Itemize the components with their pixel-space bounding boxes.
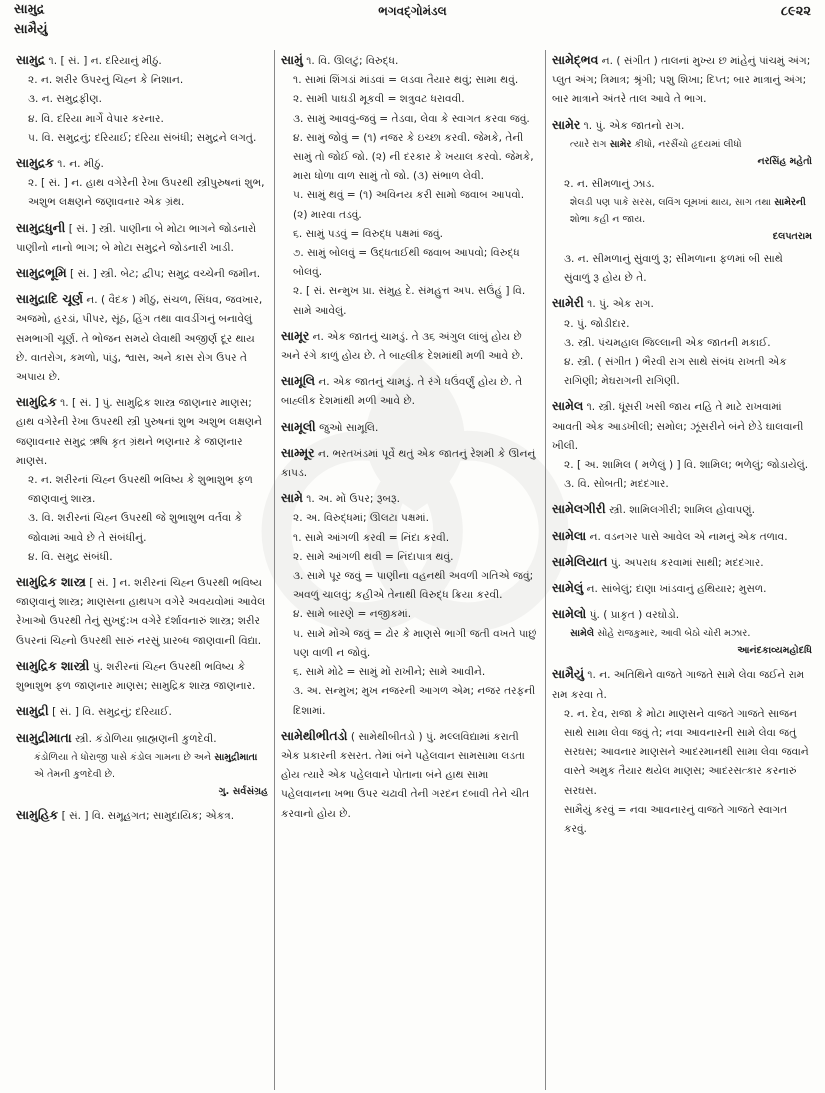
headword: સામે (281, 490, 303, 506)
definition-text: [ સં. ] સ્ત્રી. પાણીના બે મોટા ભાગને જોડનારો પાણીનો નાનો ભાગ; બે મોટા સમુદ્રને જોડનારી ખાડી. (16, 222, 257, 254)
definition-text: ૧. ન. અતિથિને વાજતે ગાજતે સામે લેવા જઈને રામ રામ કરવા તે. (552, 669, 805, 701)
sub-sense: ૪. સામું જોવું = (૧) નજર કે ઇચ્છા કરવી. જેમકે, તેની સામું તો જોઈ જો. (૨) ની દરકાર કે ખયાલ કરવો. જેમકે, મારા ધોળા વાળ સામું તો જો. (૩) સંભાળ લેવી. (293, 131, 534, 183)
definition-text: સ્ત્રી. શામિલગીરી; શામિલ હોવાપણું. (609, 504, 756, 517)
dictionary-entry (16, 701, 268, 722)
dictionary-entry (16, 572, 268, 651)
definition-text: ન. ભરતખંડમાં પૂર્વે થતું એક જાતનું રેશમી કે ઊનનું કાપડ. (281, 447, 536, 480)
definition-text: ૧. પું. એક જાતનો રાગ. (583, 119, 685, 132)
citation-quote: શેલડી પણ પાકે સરસ, લવિંગ લૂમખાં થાય, સાગ તથા સામેરની શોભા કહી ન જાય. (570, 197, 806, 226)
dictionary-entry (552, 50, 812, 110)
dictionary-entry (16, 656, 268, 696)
sub-sense: ૩. સ્ત્રી. પંચમહાલ જિલ્લાની એક જાતની મકાઈ. (564, 336, 771, 349)
definition-text: [ સં. ] વિ. સમૂહગત; સામુદાયિક; એકત્ર. (61, 809, 235, 822)
entry-definition (16, 289, 268, 387)
definition-text: ૧. વિ. ઊલટું; વિરુદ્ધ. (306, 55, 399, 67)
entry-definition (552, 115, 812, 136)
citation-author: આનંદકાવ્યમહોદધિ (737, 645, 812, 657)
definition-text: પું. શરીરનાં ચિહ્ન ઉપરથી ભવિષ્ય કે શુભાશુભ ફળ જાણનાર માણસ; સામુદ્રિક શાસ્ત્ર જાણનાર. (16, 660, 256, 693)
dictionary-entry (552, 664, 812, 839)
entry-definition (552, 396, 812, 456)
column-2 (274, 50, 546, 1090)
definition-text: ૧. [ સં. ] પું. સામુદ્રિક શાસ્ત્ર જાણનાર માણસ; હાથ વગેરેની રેખા ઉપરથી સ્ત્રી પુરુષનાં શુભ અશુભ લક્ષણને જણાવનાર સમુદ્ર ઋષિ કૃત ગ્રંથને ભણનાર કે જાણનાર માણસ. (16, 397, 263, 467)
dictionary-entry (552, 499, 812, 520)
definition-text: [ સં. ] ન. શરીરનાં ચિહ્ન ઉપરથી ભવિષ્ય જાણવાનું શાસ્ત્ર; માણસના હાથપગ વગેરે અવયવોમાં આવેલ રેખાઓ ઉપરથી તેનું સુખદુ:ખ વગેરે દર્શાવનારું શાસ્ત્ર; શરીર ઉપરનાં ચિહ્નો ઉપરથી સારું નરસું પ્રારબ્ધ જાણવાની વિદ્યા. (16, 577, 266, 647)
sub-sense: ૫. સામું થવું = (૧) અવિનય કરી સામો જવાબ આપવો. (૨) મારવા તડવું. (293, 189, 525, 221)
headword: સામૂલી (281, 418, 316, 434)
sub-sense: ૩. સામે પૂર જવું = પાણીના વહનથી અવળી ગતિએ જવું; અવળું ચાલવું; કહીએ તેનાથી વિરુદ્ધ ક્રિયા કરવી. (293, 570, 534, 602)
sub-sense: ૪. સ્ત્રી. ( સંગીત ) ભૈરવી રાગ સાથે સંબંધ રાખતી એક રાગિણી; મેઘરાગની રાગિણી. (564, 356, 787, 388)
dictionary-entry (552, 250, 812, 288)
dictionary-entry (16, 805, 268, 826)
dictionary-entry (281, 726, 539, 824)
headword: સામેલું (552, 580, 584, 596)
sub-sense: ૪. સામે બારણે = નજીકમાં. (293, 608, 412, 621)
headword: સામેથીભીતડો (281, 727, 348, 743)
citation-author: નરસિંહ મહેતો (757, 155, 812, 167)
entry-definition (16, 392, 268, 471)
book-title: ભગવદ્ગોમંડલ (378, 4, 447, 18)
definition-text: ન. ( વૈદક ) મીઠું, સંચળ, સિંધવ, જવખાર, અજમો, હરડાં, પીપર, સૂંઠ, હિંગ તથા વાવડીંગનું બનાવેલું સમભાગી ચૂર્ણ. તે ભોજન સમયે લેવાથી અજીર્ણ દૂર થાય છે. વાતરોગ, કમળો, પાંડુ, શ્વાસ, અને કાસ રોગ ઉપર તે અપાય છે. (16, 294, 263, 384)
headword: સામૂલિ (281, 373, 315, 389)
definition-text: ૧. પું. એક રાગ. (587, 298, 654, 311)
dictionary-entry (552, 293, 812, 391)
sub-sense: ૫. વિ. સમુદ્રનું; દરિયાઈ; દરિયા સંબંધી; સમુદ્રને લગતું. (28, 131, 257, 144)
sub-sense: ૪. વિ. સમુદ્ર સંબંધી. (28, 550, 113, 563)
citation-quote: કંડોળિયા તે ધોરાજી પાસે કંડોલ ગામના છે અને સામુદ્રીમાતા એ તેમની કુળદેવી છે. (34, 751, 258, 780)
citation-author: દલપતરામ (772, 231, 812, 243)
dictionary-entry (552, 604, 812, 659)
dictionary-entry (16, 392, 268, 567)
citation-quote: સામેલે સોહે રાજકુમાર, આવી બેઠો ચોરી મઝાર. (570, 628, 751, 640)
definition-text: ન. વડનગર પાસે આવેલ એ નામનું એક તળાવ. (589, 530, 788, 543)
sub-sense: ૫. સામે મોંએ જવું = ઢોર કે માણસે ભાગી જતી વખતે પાછું પણ વાળી ન જોવું. (293, 627, 537, 659)
headword: સામું (281, 52, 303, 67)
entry-definition (552, 499, 812, 520)
sub-sense: ૨. ન. શરીરનાં ચિહ્ન ઉપરથી ભવિષ્ય કે શુભાશુભ ફળ જાણવાનું શાસ્ત્ર. (28, 474, 253, 506)
dictionary-entry (281, 417, 539, 438)
definition-text: [ સં. ] સ્ત્રી. બેટ; દ્વીપ; સમુદ્ર વચ્ચેની જમીન. (69, 268, 261, 281)
dictionary-entry (16, 50, 268, 148)
citation-keyword: સામેલે (570, 628, 595, 640)
sub-sense: ૨. [ સં. સન્મુખ પ્રા. સંમુહ દે. સંમહુત્ત અપ. સઉંહું ] વિ. સામે આવેલું. (293, 285, 526, 317)
dictionary-entry (552, 175, 812, 245)
definition-text: ન. એક જાતનું ચામડું. તે રંગે ધઉંવર્ણું હોય છે. તે બાહ્લીક દેશમાંથી મળી આવે છે. (281, 376, 523, 408)
guide-word-last: સામૈયું (14, 22, 48, 37)
sub-sense: ૨. સામી પાઘડી મૂકવી = શત્રુવટ ધરાવવી. (293, 93, 465, 106)
headword: સામેલા (552, 527, 587, 543)
dictionary-entry (281, 371, 539, 411)
dictionary-entry (552, 526, 812, 547)
dictionary-entry (281, 50, 539, 321)
sub-sense: ૨. પું. જોડીદાર. (564, 317, 630, 330)
sub-sense: ૩. સામું આવવું-જવું = તેડવા, લેવા કે સ્વાગત કરવા જવું. (293, 112, 530, 125)
headword: સામુદ્રાદિ ચૂર્ણ (16, 291, 83, 307)
headword: સામુદ્રિક શાસ્ત્રી (16, 657, 90, 673)
dictionary-entry (281, 326, 539, 366)
sub-sense: ૩. ન. સીમળાનું સુંવાળું રૂ; સીમળાના ફળમાં બી સાથે સુંવાળું રૂ હોય છે તે. (564, 253, 783, 285)
definition-text: ૧. અ. મોં ઉપર; રૂબરૂ. (306, 493, 400, 506)
entry-definition (552, 526, 812, 547)
headword: સામૂર (281, 327, 310, 343)
guide-word-first: સામુદ્ર (14, 2, 45, 17)
sub-sense: ૨. સામે આંગળી થવી = નિંદાપાત્ર થવું. (293, 550, 454, 563)
entry-definition (281, 726, 539, 824)
headword: સામુદ્રિક શાસ્ત્ર (16, 574, 86, 590)
headword: સામુદ્રિક (16, 394, 57, 410)
page-number: ૮૯૨૨ (780, 4, 811, 19)
definition-text: ( સામેથીબીતડો ) પું. મલ્લવિદ્યામાં કરાતી એક પ્રકારની કસરત. તેમાં બંને પહેલવાન સામસામા લડતા હોય ત્યારે એક પહેલવાને પોતાના બંને હાથ સામા પહેલવાનના ખભા ઉપર ચઢાવી તેની ગરદન દબાવી તેને ચીત કરવાનો હોય છે. (281, 730, 530, 820)
definition-text: ન. એક જાતનું ચામડું. તે ૩૬ અંગુલ લાંબું હોય છે અને રંગે કાળું હોય છે. તે બાહ્લીક દેશમાંથી મળી આવે છે. (281, 330, 524, 363)
dictionary-entry (552, 552, 812, 573)
dictionary-entry (16, 218, 268, 258)
headword: સામુદ્રીમાતા (16, 729, 72, 745)
headword: સામ્મૂર (281, 444, 315, 460)
sub-sense: ૧. સામાં શિંગડાં માંડવાં = લડવા તૈયાર થવું; સામા થવું. (293, 74, 519, 87)
sub-sense: ૩. અ. સન્મુખ; મુખ નજરની આગળ એમ; નજર તરફની દિશામાં. (293, 685, 536, 717)
dictionary-entry (552, 115, 812, 170)
entry-definition (16, 701, 268, 722)
sub-sense: ૨. ન. સીમળાનું ઝાડ. (564, 177, 655, 190)
definition-text: ન. સાંબેલું; દાણા ખાંડવાનું હથિયાર; મુસળ. (586, 583, 767, 596)
page-header (0, 0, 825, 48)
dictionary-entry (16, 263, 268, 284)
entry-definition (552, 578, 812, 599)
entry-definition (552, 552, 812, 573)
headword: સામેલગીરી (552, 501, 606, 517)
entry-definition (552, 293, 812, 314)
headword: સામેર (552, 116, 581, 132)
entry-definition (16, 153, 268, 174)
sub-sense: ૨. [ સં. ] ન. હાથ વગેરેની રેખા ઉપરથી સ્ત્રીપુરુષનાં શુભ, અશુભ લક્ષણને જણાવનાર એક ગ્રંથ. (28, 177, 265, 209)
headword: સામુહિક (16, 806, 59, 822)
headword: સામુદ્રી (16, 703, 49, 719)
definition-text: પું. અપરાધ કરવામાં સાથી; મદદગાર. (610, 556, 764, 569)
definition-text: ૧. સ્ત્રી. ધૂંસરી ખસી જાય નહિ તે માટે રાખવામાં આવતી એક આડખીલી; સમોલ; ઝૂંસરીને બંને છેડે ઘાલવાની ખીલી. (552, 401, 804, 452)
column-1 (10, 50, 274, 1090)
sub-sense: ૩. વિ. સોબતી; મદદગાર. (564, 478, 669, 491)
sub-sense: ૨. ન. શરીર ઉપરનું ચિહ્ન કે નિશાન. (28, 74, 184, 87)
entry-definition (552, 50, 812, 110)
headword: સામેરી (552, 295, 584, 311)
citation-quote: ત્યારે રાગ સામેર કીધો, નરસૈંચો હૃદયમાં લીધો (570, 138, 742, 150)
entry-definition (16, 50, 268, 71)
headword: સામુદ્ર (16, 52, 46, 67)
dictionary-entry (16, 728, 268, 800)
sub-sense: ૭. સામું બોલવું = ઉદ્ધતાઈથી જવાબ આપવો; વિરુદ્ધ બોલવું. (293, 247, 520, 279)
entry-definition (281, 443, 539, 483)
dictionary-entry (16, 289, 268, 387)
sub-sense: ૬. સામે મોઢે = સામું મોં રાખીને; સામે આવીને. (293, 666, 486, 679)
headword: સામુદ્રધુની (16, 219, 66, 235)
definition-text: સ્ત્રી. કંડોળિયા બ્રાહ્મણની કુળદેવી. (75, 732, 217, 745)
citation-author: ગુ. સર્વસંગ્રહ (218, 785, 268, 797)
definition-text: [ સં. ] વિ. સમુદ્રનું; દરિયાઈ. (52, 706, 172, 719)
entry-definition (281, 488, 539, 509)
entry-definition (281, 417, 539, 438)
entry-definition (16, 263, 268, 284)
definition-text: જુઓ સામૂલિ. (319, 421, 379, 434)
entry-definition (16, 805, 268, 826)
dictionary-entry (16, 153, 268, 213)
sub-sense: ૨. [ અ. શામિલ ( મળેલું ) ] વિ. શામિલ; ભળેલું; જોડાયેલું. (564, 459, 809, 472)
headword: સામૈયું (552, 666, 584, 682)
definition-text: પું. ( પ્રાકૃત ) વરઘોડો. (589, 609, 680, 622)
headword: સામેલો (552, 606, 587, 622)
entry-definition (16, 572, 268, 651)
headword: સામેલિયાત (552, 553, 608, 569)
headword: સામેદ્ભવ (552, 52, 599, 67)
entry-definition (552, 604, 812, 625)
citation-keyword: સામુદ્રીમાતા (214, 751, 258, 763)
entry-definition (281, 50, 539, 71)
citation-keyword: સામેરની (774, 197, 806, 209)
headword: સામેલ (552, 398, 584, 414)
entry-definition (281, 371, 539, 411)
entry-definition (16, 728, 268, 749)
sub-sense: ૧. સામે આંગળી કરવી = નિંદા કરવી. (293, 531, 450, 544)
sub-sense: ૩. વિ. શરીરનાં ચિહ્ન ઉપરથી જે શુભાશુભ વર્તવા કે જોવામાં આવે છે તે સંબંધીનું. (28, 512, 243, 544)
dictionary-columns (10, 50, 818, 1090)
headword: સામુદ્રભૂમિ (16, 265, 67, 281)
entry-definition (552, 664, 812, 704)
sub-sense: ૩. ન. સમુદ્રફીણ. (28, 93, 102, 106)
citation-keyword: સામેર (609, 138, 632, 150)
definition-text: ૧. ન. મીઠું. (57, 158, 104, 171)
dictionary-entry (281, 443, 539, 483)
sub-sense: ૬. સામું પડવું = વિરુદ્ધ પક્ષમાં જવું. (293, 227, 443, 240)
dictionary-entry (281, 488, 539, 720)
dictionary-entry (552, 578, 812, 599)
entry-definition (281, 326, 539, 366)
definition-text: ૧. [ સં. ] ન. દરિયાનું મીઠું. (48, 55, 162, 67)
sub-sense: ૨. અ. વિરુદ્ધમાં; ઊલટા પક્ષમાં. (293, 512, 430, 525)
dictionary-entry (552, 396, 812, 494)
sub-sense: સામૈયું કરવું = નવા આવનારનું વાજતે ગાજતે સ્વાગત કરવું. (564, 803, 788, 836)
definition-text: ન. ( સંગીત ) તાલનાં મુખ્ય છ માંહેનું પાંચમું અંગ; પ્લુત અંગ; ત્રિમાત્ર; શ્રૃંગી; પશુ શિખા; દિપ્ત; બાર માત્રાનું અંગ; બાર માત્રાને અંતરે તાલ આવે તે ભાગ. (552, 55, 811, 106)
sub-sense: ૪. વિ. દરિયા માર્ગે વેપાર કરનાર. (28, 112, 164, 125)
headword: સામુદ્રક (16, 155, 54, 171)
column-3 (546, 50, 818, 1090)
sub-sense: ૨. ન. દેવ, રાજા કે મોટા માણસને વાજતે ગાજતે સાજન સાથે સામા લેવા જવું તે; નવા આવનારની સામે લેવા જતું સરઘસ; આવનાર માણસને આદરમાનથી સામા લેવા જવાને વાસ્તે અમુક તૈયાર થયેલ માણસ; આદરસત્કાર કરનારું સરઘસ. (564, 707, 809, 797)
entry-definition (16, 656, 268, 696)
entry-definition (16, 218, 268, 258)
